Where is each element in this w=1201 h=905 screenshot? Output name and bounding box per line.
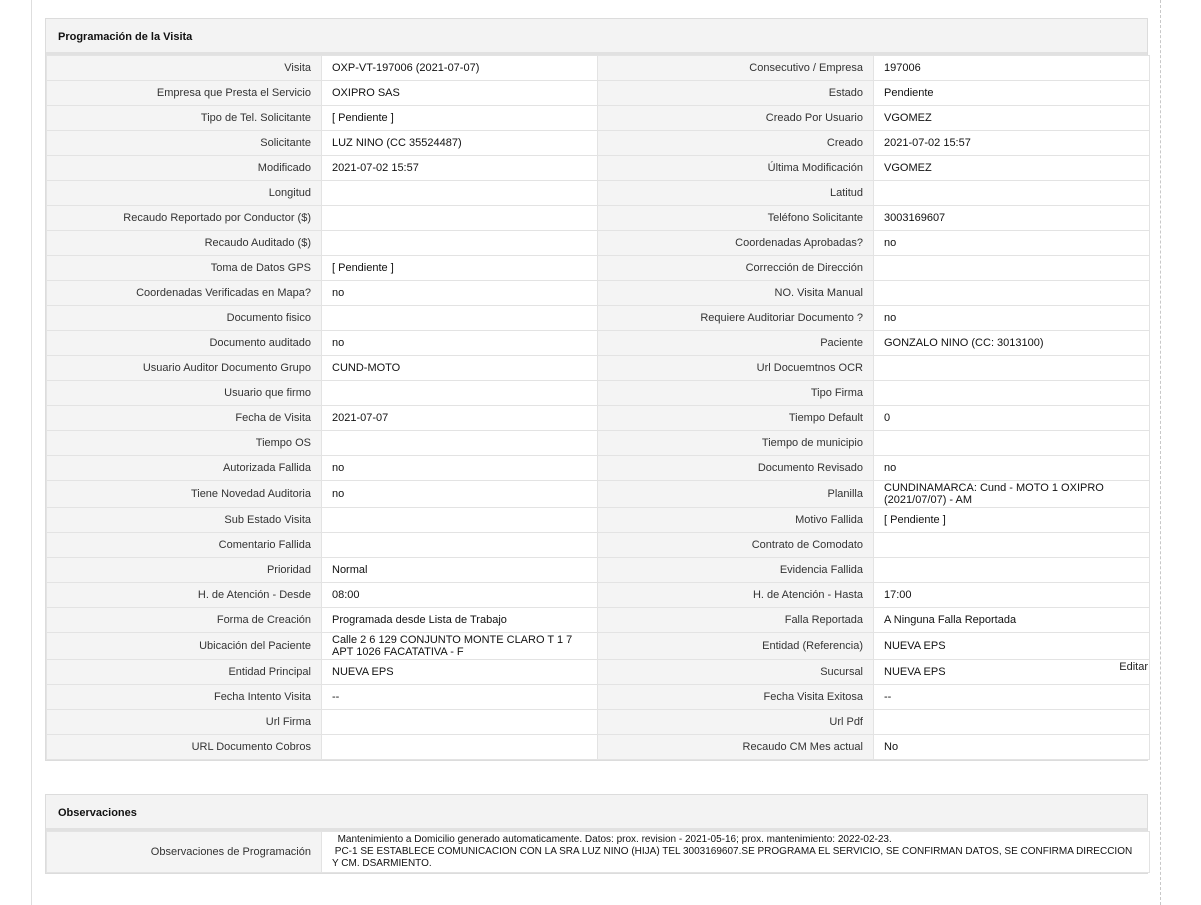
field-label: Teléfono Solicitante xyxy=(598,206,874,231)
field-row xyxy=(47,685,1150,710)
field-value xyxy=(874,431,1150,456)
field-row xyxy=(47,256,1150,281)
field-label: Documento fisico xyxy=(47,306,322,331)
field-label: Documento auditado xyxy=(47,331,322,356)
field-value: 3003169607 xyxy=(874,206,1150,231)
field-value-text: NUEVA EPS xyxy=(884,666,946,678)
field-value xyxy=(874,660,1150,685)
field-value xyxy=(322,431,598,456)
field-value: A Ninguna Falla Reportada xyxy=(874,608,1150,633)
field-label: Entidad Principal xyxy=(47,660,322,685)
field-value: NUEVA EPS xyxy=(874,633,1150,660)
field-label: Recaudo Auditado ($) xyxy=(47,231,322,256)
field-value: no xyxy=(322,331,598,356)
field-label: Evidencia Fallida xyxy=(598,558,874,583)
field-label: Estado xyxy=(598,81,874,106)
field-label: URL Documento Cobros xyxy=(47,735,322,760)
field-value xyxy=(874,256,1150,281)
field-label: Requiere Auditoriar Documento ? xyxy=(598,306,874,331)
field-label: Comentario Fallida xyxy=(47,533,322,558)
observaciones-table xyxy=(46,831,1150,873)
field-value: Calle 2 6 129 CONJUNTO MONTE CLARO T 1 7 APT 1026 FACATATIVA - F xyxy=(322,633,598,660)
field-label: Solicitante xyxy=(47,131,322,156)
field-label: Creado xyxy=(598,131,874,156)
field-value: GONZALO NINO (CC: 3013100) xyxy=(874,331,1150,356)
field-value: OXP-VT-197006 (2021-07-07) xyxy=(322,56,598,81)
field-value: [ Pendiente ] xyxy=(874,508,1150,533)
field-label: Documento Revisado xyxy=(598,456,874,481)
field-value: no xyxy=(322,281,598,306)
field-label: H. de Atención - Desde xyxy=(47,583,322,608)
field-row xyxy=(47,331,1150,356)
field-value xyxy=(322,181,598,206)
field-value: CUND-MOTO xyxy=(322,356,598,381)
field-row xyxy=(47,131,1150,156)
field-value xyxy=(874,381,1150,406)
field-label: Usuario que firmo xyxy=(47,381,322,406)
field-label: Falla Reportada xyxy=(598,608,874,633)
field-label: Prioridad xyxy=(47,558,322,583)
field-label: Fecha Intento Visita xyxy=(47,685,322,710)
field-row xyxy=(47,81,1150,106)
field-row xyxy=(47,356,1150,381)
field-value: NUEVA EPS xyxy=(322,660,598,685)
field-label: Motivo Fallida xyxy=(598,508,874,533)
field-row xyxy=(47,281,1150,306)
field-label: Tipo de Tel. Solicitante xyxy=(47,106,322,131)
left-frame-border xyxy=(31,0,32,905)
field-label: Tiene Novedad Auditoria xyxy=(47,481,322,508)
field-value: LUZ NINO (CC 35524487) xyxy=(322,131,598,156)
field-label: NO. Visita Manual xyxy=(598,281,874,306)
field-label: Url Firma xyxy=(47,710,322,735)
field-row xyxy=(47,533,1150,558)
field-row xyxy=(47,206,1150,231)
edit-link[interactable]: Editar xyxy=(1119,661,1148,673)
field-label: Paciente xyxy=(598,331,874,356)
field-value: -- xyxy=(322,685,598,710)
field-row xyxy=(47,181,1150,206)
field-label: Usuario Auditor Documento Grupo xyxy=(47,356,322,381)
observaciones-panel xyxy=(45,794,1148,874)
field-label: Toma de Datos GPS xyxy=(47,256,322,281)
observaciones-label: Observaciones de Programación xyxy=(47,832,322,873)
field-value xyxy=(322,206,598,231)
field-value xyxy=(322,735,598,760)
field-value: -- xyxy=(874,685,1150,710)
field-label: Tiempo OS xyxy=(47,431,322,456)
field-value: 2021-07-02 15:57 xyxy=(322,156,598,181)
field-label: Tiempo de municipio xyxy=(598,431,874,456)
field-label: Latitud xyxy=(598,181,874,206)
observaciones-line-1: Mantenimiento a Domicilio generado automaticamente. Datos: prox. revision - 2021-05-16; prox. mantenimiento: 2022-02-23. xyxy=(332,834,892,845)
field-row xyxy=(47,633,1150,660)
field-row xyxy=(47,710,1150,735)
field-value: VGOMEZ xyxy=(874,156,1150,181)
field-value: no xyxy=(874,231,1150,256)
field-label: Coordenadas Verificadas en Mapa? xyxy=(47,281,322,306)
field-label: Corrección de Dirección xyxy=(598,256,874,281)
field-row xyxy=(47,56,1150,81)
field-label: H. de Atención - Hasta xyxy=(598,583,874,608)
field-label: Modificado xyxy=(47,156,322,181)
field-value xyxy=(874,710,1150,735)
field-label: Url Docuemtnos OCR xyxy=(598,356,874,381)
field-label: Creado Por Usuario xyxy=(598,106,874,131)
field-row xyxy=(47,431,1150,456)
field-value: no xyxy=(322,481,598,508)
field-value: 17:00 xyxy=(874,583,1150,608)
field-label: Sub Estado Visita xyxy=(47,508,322,533)
field-row xyxy=(47,735,1150,760)
field-label: Tiempo Default xyxy=(598,406,874,431)
field-label: Visita xyxy=(47,56,322,81)
field-value: 2021-07-07 xyxy=(322,406,598,431)
field-row xyxy=(47,231,1150,256)
field-value: No xyxy=(874,735,1150,760)
field-value xyxy=(874,356,1150,381)
field-value: Normal xyxy=(322,558,598,583)
field-value: [ Pendiente ] xyxy=(322,256,598,281)
field-row xyxy=(47,508,1150,533)
programacion-header: Programación de la Visita xyxy=(46,19,1147,55)
observaciones-value xyxy=(322,832,1150,873)
field-label: Empresa que Presta el Servicio xyxy=(47,81,322,106)
field-value: 0 xyxy=(874,406,1150,431)
field-value xyxy=(322,533,598,558)
field-label: Coordenadas Aprobadas? xyxy=(598,231,874,256)
field-label: Longitud xyxy=(47,181,322,206)
field-label: Fecha Visita Exitosa xyxy=(598,685,874,710)
programacion-panel xyxy=(45,18,1148,761)
field-row xyxy=(47,406,1150,431)
field-value xyxy=(322,381,598,406)
field-label: Autorizada Fallida xyxy=(47,456,322,481)
field-row xyxy=(47,660,1150,685)
field-value xyxy=(874,181,1150,206)
field-label: Entidad (Referencia) xyxy=(598,633,874,660)
field-row xyxy=(47,583,1150,608)
field-label: Contrato de Comodato xyxy=(598,533,874,558)
field-label: Recaudo Reportado por Conductor ($) xyxy=(47,206,322,231)
field-value: Pendiente xyxy=(874,81,1150,106)
field-row xyxy=(47,481,1150,508)
field-row xyxy=(47,381,1150,406)
field-value: VGOMEZ xyxy=(874,106,1150,131)
field-value xyxy=(874,558,1150,583)
field-value xyxy=(322,710,598,735)
field-label: Fecha de Visita xyxy=(47,406,322,431)
field-label: Tipo Firma xyxy=(598,381,874,406)
observaciones-header: Observaciones xyxy=(46,795,1147,831)
field-value: OXIPRO SAS xyxy=(322,81,598,106)
field-value: 197006 xyxy=(874,56,1150,81)
field-value xyxy=(322,508,598,533)
field-value: no xyxy=(322,456,598,481)
field-value xyxy=(322,231,598,256)
field-value: 08:00 xyxy=(322,583,598,608)
field-label: Última Modificación xyxy=(598,156,874,181)
field-label: Consecutivo / Empresa xyxy=(598,56,874,81)
field-value: 2021-07-02 15:57 xyxy=(874,131,1150,156)
field-row xyxy=(47,106,1150,131)
field-row xyxy=(47,456,1150,481)
field-value xyxy=(322,306,598,331)
field-label: Sucursal xyxy=(598,660,874,685)
field-label: Recaudo CM Mes actual xyxy=(598,735,874,760)
field-label: Ubicación del Paciente xyxy=(47,633,322,660)
field-value: no xyxy=(874,456,1150,481)
field-value: no xyxy=(874,306,1150,331)
field-row xyxy=(47,558,1150,583)
field-value xyxy=(874,281,1150,306)
right-frame-dashed-border xyxy=(1160,0,1161,905)
field-value: [ Pendiente ] xyxy=(322,106,598,131)
field-value: CUNDINAMARCA: Cund - MOTO 1 OXIPRO (2021/07/07) - AM xyxy=(874,481,1150,508)
field-label: Planilla xyxy=(598,481,874,508)
field-row xyxy=(47,608,1150,633)
field-label: Forma de Creación xyxy=(47,608,322,633)
field-label: Url Pdf xyxy=(598,710,874,735)
field-row xyxy=(47,156,1150,181)
field-value: Programada desde Lista de Trabajo xyxy=(322,608,598,633)
programacion-table xyxy=(46,55,1150,760)
field-row xyxy=(47,306,1150,331)
field-value xyxy=(874,533,1150,558)
observaciones-line-2: PC-1 SE ESTABLECE COMUNICACION CON LA SRA LUZ NINO (HIJA) TEL 3003169607.SE PROGRAMA EL SERVICIO, SE CONFIRMAN DATOS, SE CONFIRMA DIRECCION Y CM. DSARMIENTO. xyxy=(332,846,1135,869)
